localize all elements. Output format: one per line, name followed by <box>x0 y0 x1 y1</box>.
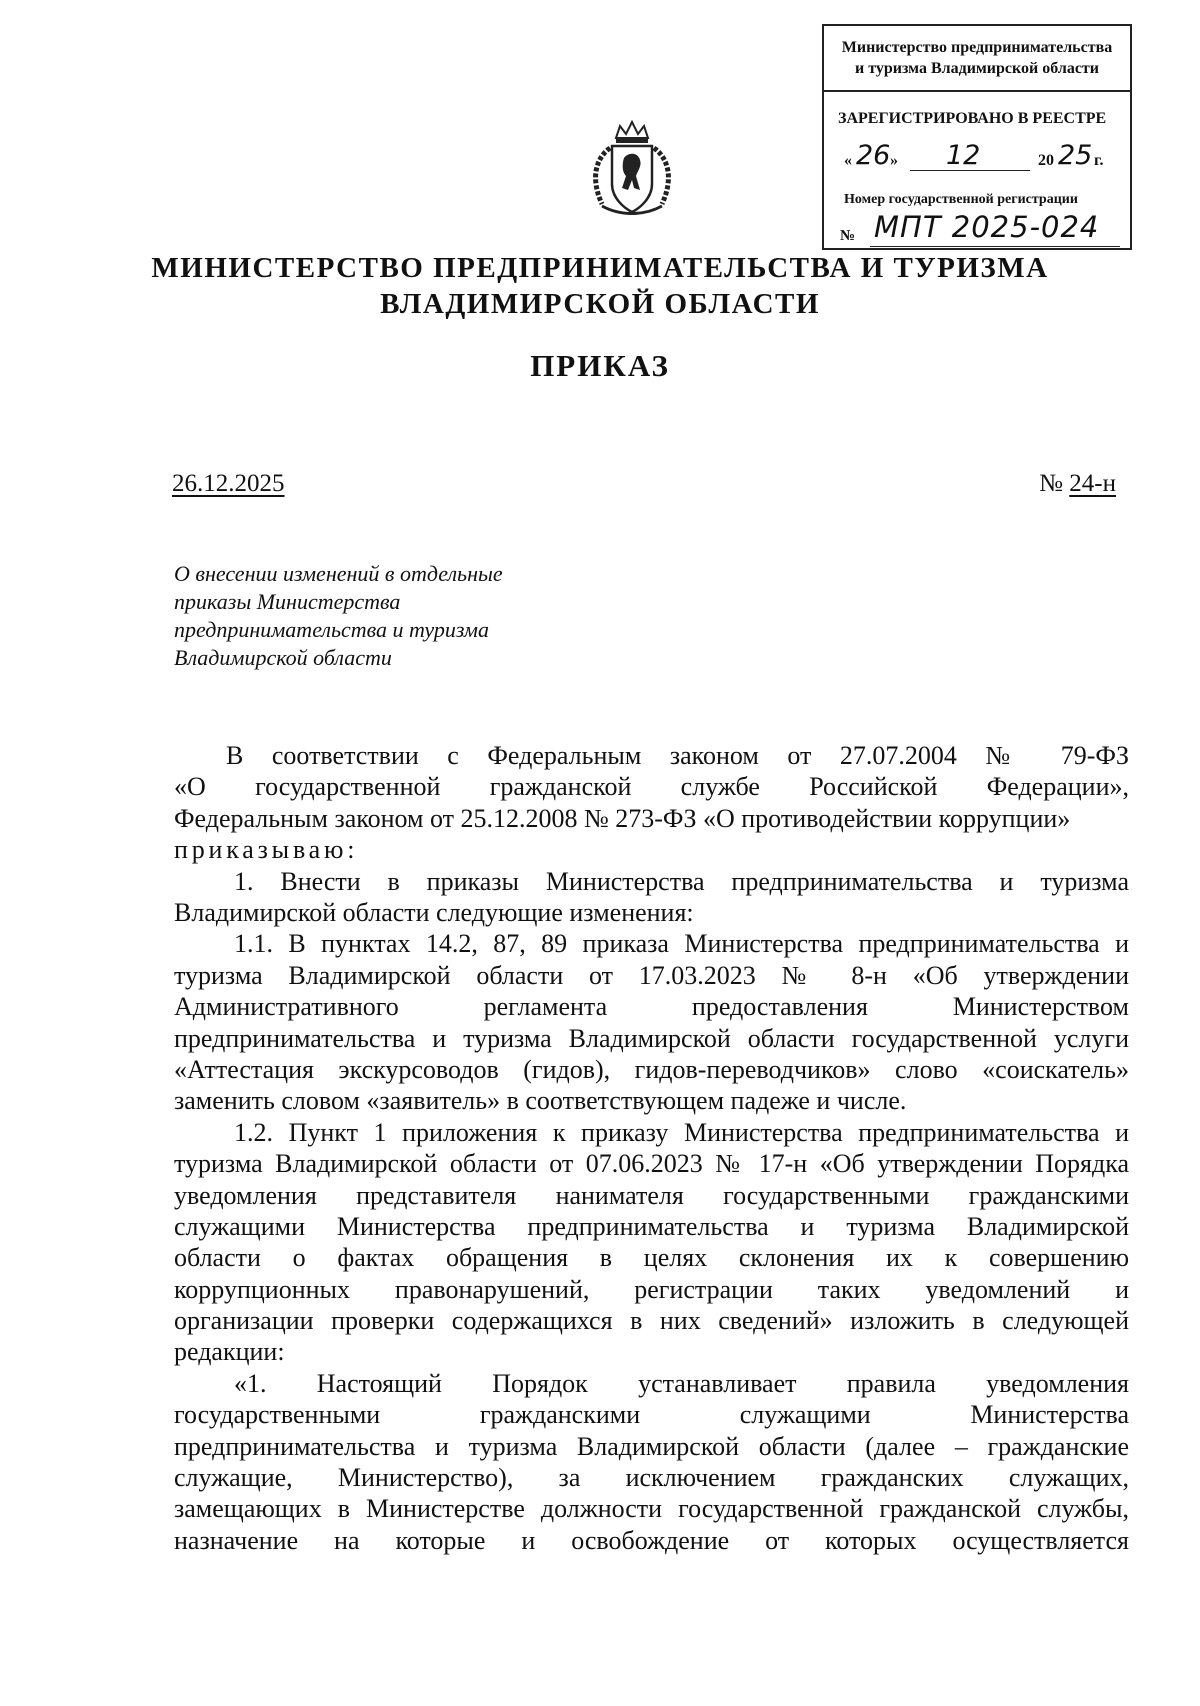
body-line: 1. Внести в приказы Министерства предпринимательства и туризма <box>234 866 1129 896</box>
stamp-reg-number-prefix: № <box>840 228 856 244</box>
body-line: уведомления представителя нанимателя государственными гражданскими <box>174 1180 1129 1210</box>
body-line: предпринимательства и туризма Владимирской области (далее – гражданские <box>174 1431 1129 1461</box>
body-line: «1. Настоящий Порядок устанавливает правила уведомления <box>234 1368 1129 1398</box>
stamp-month: 12 <box>946 140 981 171</box>
ministry-header-line1: МИНИСТЕРСТВО ПРЕДПРИНИМАТЕЛЬСТВА И ТУРИЗМА <box>151 252 1049 284</box>
body-line: «О государственной гражданской службе Российской Федерации», <box>174 772 1129 802</box>
order-number-value: 24-н <box>1069 470 1116 497</box>
stamp-open-quote: « <box>844 152 852 169</box>
subject-line: предпринимательства и туризма <box>174 617 489 642</box>
ministry-header <box>130 250 1070 322</box>
body-line: государственными гражданскими служащими Министерства <box>174 1400 1129 1430</box>
order-subject <box>174 560 503 672</box>
stamp-reg-number <box>840 210 1130 246</box>
stamp-year-suffix: 25 <box>1058 140 1093 171</box>
subject-line: Владимирской области <box>174 645 392 670</box>
stamp-reg-number-value: МПТ 2025-024 <box>874 210 1100 244</box>
subject-line: О внесении изменений в отдельные <box>174 561 503 586</box>
body-line: коррупционных правонарушений, регистрации таких уведомлений и <box>174 1274 1129 1304</box>
body-line: 1.1. В пунктах 14.2, 87, 89 приказа Министерства предпринимательства и <box>234 929 1129 959</box>
stamp-year-prefix: 20 <box>1038 152 1054 169</box>
stamp-reg-number-label: Номер государственной регистрации <box>844 192 1078 207</box>
stamp-date <box>844 140 1124 172</box>
body-line: В соответствии с Федеральным законом от 27.07.2004 № 79-ФЗ <box>226 741 1129 770</box>
body-line: предпринимательства и туризма Владимирской области государственной услуги <box>174 1023 1129 1053</box>
body-line: области о фактах обращения в целях склонения их к совершению <box>174 1243 1129 1273</box>
body-line-prikazyvayu: приказываю: <box>174 835 359 865</box>
order-body <box>174 740 1129 1556</box>
order-title: ПРИКАЗ <box>530 348 670 383</box>
body-line: Административного регламента предоставления Министерством <box>174 992 1129 1022</box>
ministry-header-line2: ВЛАДИМИРСКОЙ ОБЛАСТИ <box>380 288 820 320</box>
order-number-prefix: № <box>1039 470 1064 497</box>
stamp-ministry-line1: Министерство предпринимательства <box>841 39 1113 56</box>
body-line: заменить словом «заявитель» в соответствующем падеже и числе. <box>174 1086 907 1116</box>
registration-stamp <box>822 24 1132 250</box>
body-line: «Аттестация экскурсоводов (гидов), гидов-переводчиков» слово «соискатель» <box>174 1054 1129 1084</box>
body-line: туризма Владимирской области от 07.06.2023 № 17-н «Об утверждении Порядка <box>174 1149 1129 1179</box>
body-line: служащие, Министерство), за исключением гражданских служащих, <box>174 1463 1129 1493</box>
body-line: замещающих в Министерстве должности государственной гражданской службы, <box>174 1494 1129 1524</box>
stamp-day: 26 <box>856 140 891 171</box>
body-line: организации проверки содержащихся в них сведений» изложить в следующей <box>174 1306 1129 1336</box>
order-date: 26.12.2025 <box>172 470 285 497</box>
body-line: Владимирской области следующие изменения: <box>174 897 694 927</box>
body-line: служащими Министерства предпринимательства и туризма Владимирской <box>174 1211 1129 1241</box>
stamp-year-unit: г. <box>1094 152 1104 169</box>
stamp-ministry-line2: и туризма Владимирской области <box>854 60 1100 77</box>
body-line: туризма Владимирской области от 17.03.2023 № 8-н «Об утверждении <box>174 960 1129 990</box>
body-line: назначение на которые и освобождение от которых осуществляется <box>174 1525 1129 1555</box>
coat-of-arms-icon <box>580 118 684 218</box>
body-line: редакции: <box>174 1337 285 1367</box>
body-line: 1.2. Пункт 1 приложения к приказу Министерства предпринимательства и <box>234 1117 1129 1147</box>
stamp-close-quote: » <box>890 152 898 169</box>
stamp-registered-label: ЗАРЕГИСТРИРОВАНО В РЕЕСТРЕ <box>838 110 1107 127</box>
body-line: Федеральным законом от 25.12.2008 № 273-ФЗ «О противодействии коррупции» <box>174 803 1071 833</box>
order-number <box>1039 470 1116 498</box>
subject-line: приказы Министерства <box>174 589 401 614</box>
stamp-reg-number-line <box>870 246 1120 247</box>
stamp-ministry-name <box>824 26 1130 92</box>
